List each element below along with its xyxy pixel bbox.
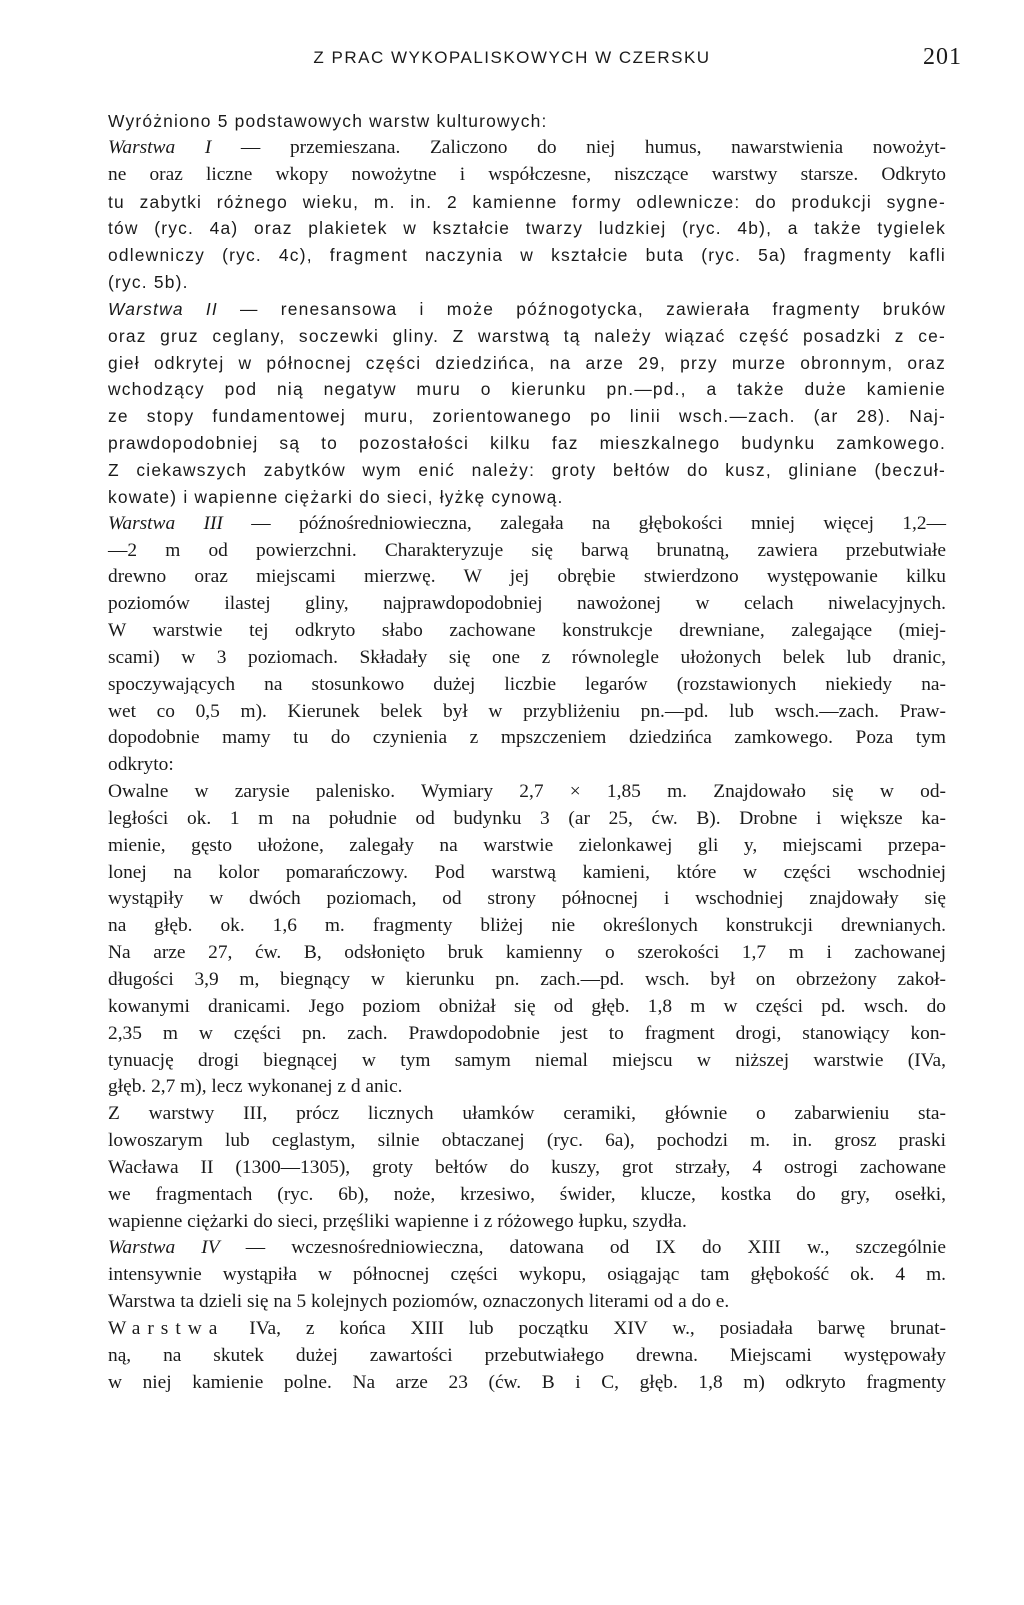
layer-heading: Warstwa I bbox=[108, 136, 212, 158]
text-line: długości 3,9 m, biegnący w kierunku pn. zach.—pd. wsch. był on obrzeżony zakoł- bbox=[108, 969, 946, 990]
text-line: (ryc. 5b). bbox=[108, 272, 189, 293]
text-line: Warstwa IVa, z końca XIII lub początku XIV w., posiadała barwę brunat- bbox=[108, 1317, 946, 1339]
text-line: scami) w 3 poziomach. Składały się one z równolegle ułożonych belek lub dranic, bbox=[108, 646, 946, 668]
text-line: lonej na kolor pomarańczowy. Pod warstwą kamieni, które w części wschodniej bbox=[108, 861, 946, 883]
layer-heading: Warstwa IV bbox=[108, 1237, 220, 1259]
text-line: intensywnie wystąpiła w północnej części wykopu, osiągając tam głębokość ok. 4 m. bbox=[108, 1264, 946, 1286]
text-line: we fragmentach (ryc. 6b), noże, krzesiwo, świder, klucze, kostka do gry, osełki, bbox=[108, 1183, 946, 1205]
text-line: głęb. 2,7 m), lecz wykonanej z d anic. bbox=[108, 1076, 403, 1098]
text-line: poziomów ilastej gliny, najprawdopodobniej nawożonej w celach niwelacyjnych. bbox=[108, 593, 946, 615]
text-line: —2 m od powierzchni. Charakteryzuje się barwą brunatną, zawiera przebutwiałe bbox=[108, 539, 946, 561]
text-line: Wyróżniono 5 podstawowych warstw kulturowych: bbox=[108, 111, 548, 131]
layer-heading: Warstwa bbox=[108, 1317, 225, 1339]
paragraph-layer-3 bbox=[62, 511, 946, 779]
running-head bbox=[62, 44, 962, 74]
text-line: 2,35 m w części pn. zach. Prawdopodobnie jest to fragment drogi, stanowiący kon- bbox=[108, 1022, 946, 1044]
text-line: Warstwa IV — wczesnośredniowieczna, datowana od IX do XIII w., szczególnie bbox=[108, 1237, 946, 1259]
text-line: kowanymi dranicami. Jego poziom obniżał się od głęb. 1,8 m w części pd. wsch. do bbox=[108, 995, 946, 1017]
paragraph-finds bbox=[62, 1101, 946, 1235]
text-line: odlewniczy (ryc. 4c), fragment naczynia w kształcie buta (ryc. 5a) fragmenty kafli bbox=[108, 245, 946, 266]
text-line: spoczywających na stosunkowo dużej liczbie legarów (rozstawionych niekiedy na- bbox=[108, 673, 946, 695]
text-line: ze stopy fundamentowej muru, zorientowanego po linii wsch.—zach. (ar 28). Naj- bbox=[108, 406, 946, 427]
text-line: Wacława II (1300—1305), groty bełtów do kuszy, grot strzały, 4 ostrogi zachowane bbox=[108, 1156, 946, 1178]
paragraph-layer-4 bbox=[62, 1235, 946, 1316]
text-line: Z ciekawszych zabytków wym enić należy: groty bełtów do kusz, gliniane (beczuł- bbox=[108, 459, 946, 480]
paragraph-layer-4a bbox=[62, 1316, 946, 1397]
paragraph-intro bbox=[62, 108, 946, 135]
text-line: Owalne w zarysie palenisko. Wymiary 2,7 × 1,85 m. Znajdowało się w od- bbox=[108, 781, 946, 803]
running-head-title: Z PRAC WYKOPALISKOWYCH W CZERSKU bbox=[313, 48, 711, 67]
text-line: Warstwa III — późnośredniowieczna, zalegała na głębokości mniej więcej 1,2— bbox=[108, 512, 946, 534]
text-line: prawdopodobniej są to pozostałości kilku faz mieszkalnego budynku zamkowego. bbox=[108, 433, 946, 454]
text-line: ne oraz liczne wkopy nowożytne i współczesne, niszczące warstwy starsze. Odkryto bbox=[108, 163, 946, 185]
paragraph-pavement bbox=[62, 940, 946, 1101]
text-line: lowoszarym lub ceglastym, silnie obtaczanej (ryc. 6a), pochodzi m. in. grosz praski bbox=[108, 1130, 946, 1152]
text-line: W warstwie tej odkryto słabo zachowane konstrukcje drewniane, zalegające (miej- bbox=[108, 620, 946, 642]
text-line: mienie, gęsto ułożone, zalegały na warstwie zielonkawej gli y, miejscami przepa- bbox=[108, 834, 946, 856]
text-line: ległości ok. 1 m na południe od budynku 3 (ar 25, ćw. B). Drobne i większe ka- bbox=[108, 807, 946, 829]
paragraph-layer-1 bbox=[62, 135, 946, 296]
text-line: odkryto: bbox=[108, 754, 174, 776]
text-line: tynuację drogi biegnącej w tym samym niemal miejscu w niższej warstwie (IVa, bbox=[108, 1049, 946, 1071]
text-line: wystąpiły w dwóch poziomach, od strony północnej i wschodniej znajdowały się bbox=[108, 888, 946, 910]
paragraph-hearth bbox=[62, 779, 946, 940]
text-line: tu zabytki różnego wieku, m. in. 2 kamienne formy odlewnicze: do produkcji sygne- bbox=[108, 191, 946, 212]
text-line: ną, na skutek dużej zawartości przebutwiałego drewna. Miejscami występowały bbox=[108, 1344, 946, 1366]
text-line: w niej kamienie polne. Na arze 23 (ćw. B i C, głęb. 1,8 m) odkryto fragmenty bbox=[108, 1371, 946, 1393]
text-line: gieł odkrytej w północnej części dziedzińca, na arze 29, przy murze obronnym, oraz bbox=[108, 352, 946, 373]
layer-heading: Warstwa III bbox=[108, 512, 223, 534]
text-line: Warstwa II — renesansowa i może późnogotycka, zawierała fragmenty bruków bbox=[108, 298, 946, 319]
paragraph-layer-2 bbox=[62, 296, 946, 511]
text-line: Na arze 27, ćw. B, odsłonięto bruk kamienny o szerokości 1,7 m i zachowanej bbox=[108, 942, 946, 964]
page-number: 201 bbox=[923, 44, 962, 70]
text-line: wet co 0,5 m). Kierunek belek był w przybliżeniu pn.—pd. lub wsch.—zach. Praw- bbox=[108, 700, 946, 722]
body-text bbox=[62, 108, 946, 1397]
text-line: Warstwa ta dzieli się na 5 kolejnych poziomów, oznaczonych literami od a do e. bbox=[108, 1291, 730, 1313]
text-line: Warstwa I — przemieszana. Zaliczono do niej humus, nawarstwienia nowożyt- bbox=[108, 136, 946, 158]
text-line: wchodzący pod nią negatyw muru o kierunku pn.—pd., a także duże kamienie bbox=[108, 379, 946, 400]
text-line: kowate) i wapienne ciężarki do sieci, łyżkę cynową. bbox=[108, 486, 564, 507]
text-line: tów (ryc. 4a) oraz plakietek w kształcie twarzy ludzkiej (ryc. 4b), a także tygielek bbox=[108, 218, 946, 239]
text-line: wapienne ciężarki do sieci, przęśliki wapienne i z różowego łupku, szydła. bbox=[108, 1210, 687, 1232]
text-line: dopodobnie mamy tu do czynienia z mpszczeniem dziedzińca zamkowego. Poza tym bbox=[108, 727, 946, 749]
text-line: Z warstwy III, prócz licznych ułamków ceramiki, głównie o zabarwieniu sta- bbox=[108, 1103, 946, 1125]
text-line: oraz gruz ceglany, soczewki gliny. Z warstwą tą należy wiązać część posadzki z ce- bbox=[108, 325, 946, 346]
layer-heading: Warstwa II bbox=[108, 298, 218, 319]
text-line: drewno oraz miejscami mierzwę. W jej obrębie stwierdzono występowanie kilku bbox=[108, 566, 946, 588]
text-line: na głęb. ok. 1,6 m. fragmenty bliżej nie określonych konstrukcji drewnianych. bbox=[108, 915, 946, 937]
